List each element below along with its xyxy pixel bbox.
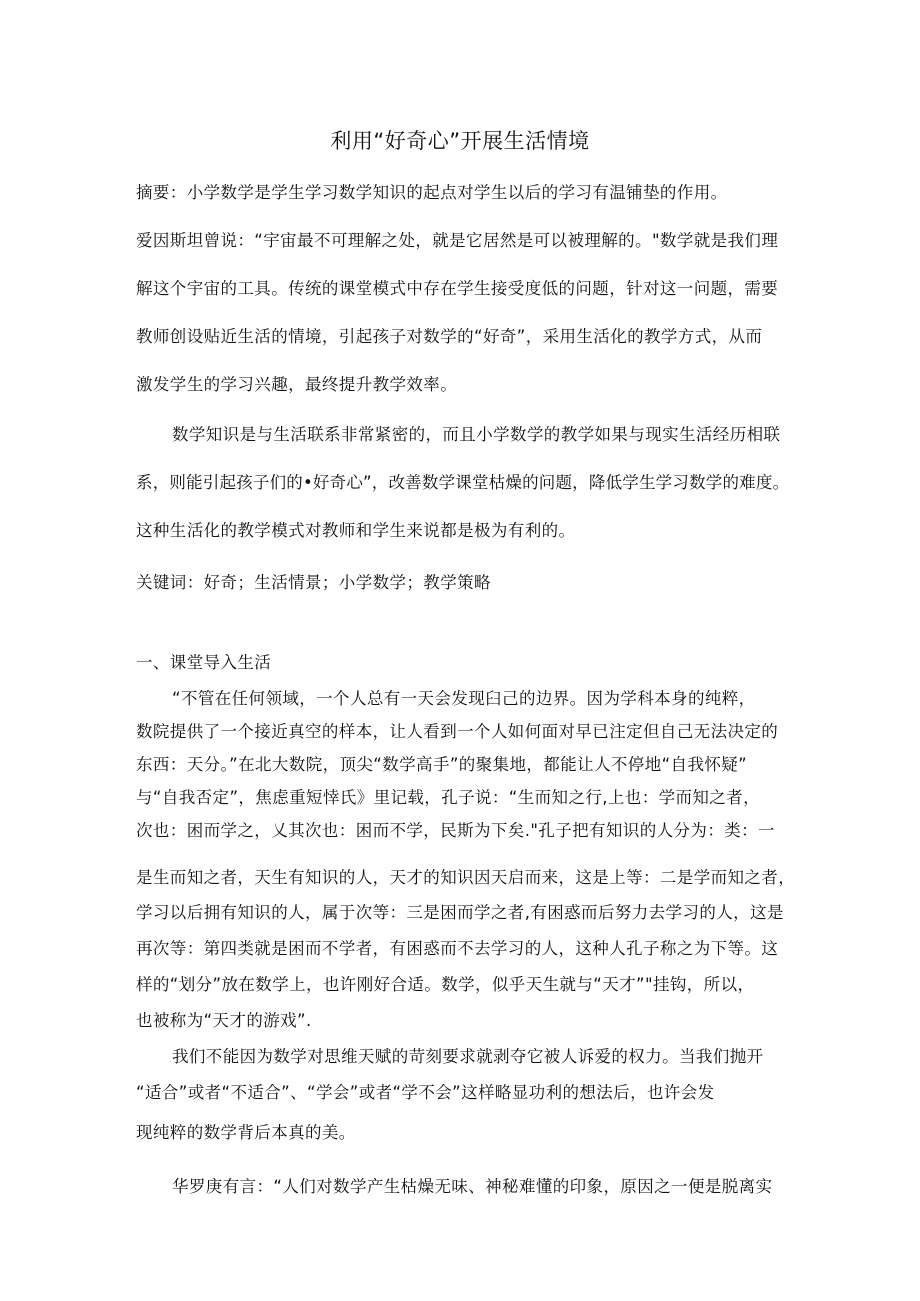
keywords: 关键词：好奇；生活情景；小学数学；教学策略 [136, 573, 491, 592]
paragraph-line: 样的“划分”放在数学上，也许刚好合适。数学，似乎天生就与“天才”"挂钩，所以， [136, 975, 755, 994]
paragraph-line: 我们不能因为数学对思维天赋的苛刻要求就剥夺它被人诉爱的权力。当我们抛开 [172, 1047, 764, 1066]
paragraph-line: 华罗庚有言：“人们对数学产生枯燥无味、神秘难懂的印象，原因之一便是脱离实 [172, 1177, 773, 1196]
abstract-line: 激发学生的学习兴趣，最终提升教学效率。 [136, 375, 458, 394]
paragraph-line: 也被称为“天才的游戏”. [136, 1011, 312, 1030]
section-heading: 一、课堂导入生活 [136, 653, 272, 672]
paragraph-line: 再次等：第四类就是困而不学者，有困惑而不去学习的人，这种人孔子称之为下等。这 [136, 939, 779, 958]
abstract-line: 摘要：小学数学是学生学习数学知识的起点对学生以后的学习有温铺垫的作用。 [136, 183, 728, 202]
paragraph-line: “不管在任何领域，一个人总有一天会发现臼己的边界。因为学科本身的纯粹， [172, 689, 756, 708]
abstract-line: 爱因斯坦曾说：“宇宙最不可理解之处，就是它居然是可以被理解的。"数学就是我们理 [136, 231, 779, 250]
paragraph-line: 现纯粹的数学背后本真的美。 [136, 1123, 356, 1142]
paragraph-line: 是生而知之者，天生有知识的人，天才的知识因天启而来，这是上等：二是学而知之者， [136, 868, 796, 887]
paragraph-line: 东西：天分。”在北大数院，顶尖“数学高手”的聚集地，都能让人不停地“自我怀疑” [136, 755, 748, 774]
paragraph-line: 数院提供了一个接近真空的样本，让人看到一个人如何面对早已注定但自己无法决定的 [136, 722, 779, 741]
paragraph-line: 数学知识是与生活联系非常紧密的，而且小学数学的教学如果与现实生活经历相联 [172, 425, 781, 444]
abstract-line: 解这个宇宙的工具。传统的课堂模式中存在学生接受度低的问题，针对这一问题，需要 [136, 279, 779, 298]
paragraph-line: 学习以后拥有知识的人，属于次等：三是困而学之者,有困惑而后努力去学习的人，这是 [136, 903, 784, 922]
paragraph-line: 与“自我否定”，焦虑重短悻氏》里记载，孔子说：“生而知之行,上也：学而知之者， [136, 788, 760, 807]
paragraph-line: “适合”或者“不适合”、“学会”或者“学不会”这样略显功利的想法后，也许会发 [136, 1083, 715, 1102]
document-title: 利用“好奇心”开展生活情境 [330, 129, 590, 153]
abstract-line: 教师创设贴近生活的情境，引起孩子对数学的“好奇”，采用生活化的教学方式，从而 [136, 327, 763, 346]
paragraph-line: 次也：困而学之，乂其次也：困而不学，民斯为下矣."孔子把有知识的人分为：类：一 [136, 821, 775, 840]
paragraph-line: 这种生活化的教学模式对教师和学生来说都是极为有利的。 [136, 521, 576, 540]
paragraph-line: 系，则能引起孩子们的•好奇心”，改善数学课堂枯燥的问题，降低学生学习数学的难度。 [136, 473, 790, 492]
